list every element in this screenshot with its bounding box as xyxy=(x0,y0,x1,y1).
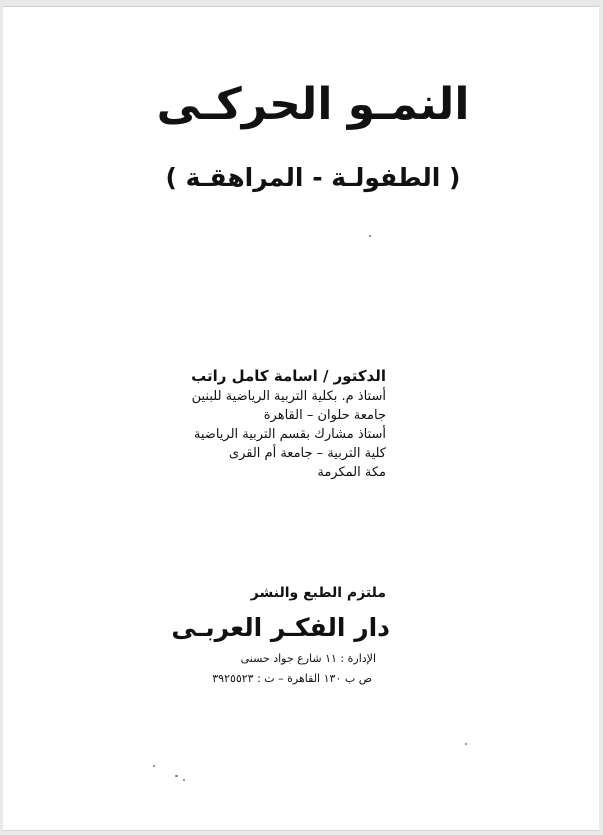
author-credential: جامعة حلوان – القاهرة xyxy=(263,408,386,423)
publisher-name: دار الفكـر العربـى xyxy=(171,613,390,642)
scan-speck xyxy=(369,235,371,237)
scan-speck xyxy=(175,775,178,777)
publisher-contact: ص ب ١٣٠ القاهرة – ت : ٣٩٢٥٥٢٣ xyxy=(212,672,372,685)
author-credential: أستاذ مشارك بقسم التربية الرياضية xyxy=(193,427,386,442)
author-credential: أستاذ م. بكلية التربية الرياضية للبنين xyxy=(191,389,386,404)
book-subtitle: ( الطفولـة - المراهقـة ) xyxy=(165,163,461,192)
scan-speck xyxy=(465,743,467,745)
author-credential: مكة المكرمة xyxy=(317,465,386,480)
author-name: الدكتور / اسامة كامل راتب xyxy=(191,367,386,385)
publisher-address: الإدارة : ١١ شارع جواد حسنى xyxy=(240,652,376,665)
author-credential: كلية التربية – جامعة أم القرى xyxy=(228,446,386,461)
publisher-block xyxy=(171,581,390,689)
publisher-label: ملتزم الطبع والنشر xyxy=(250,585,386,601)
book-title: النمـو الحركـى xyxy=(156,79,470,130)
scan-speck xyxy=(153,765,155,767)
scan-speck xyxy=(183,779,185,781)
author-block xyxy=(191,365,386,482)
book-title-page xyxy=(3,6,599,831)
